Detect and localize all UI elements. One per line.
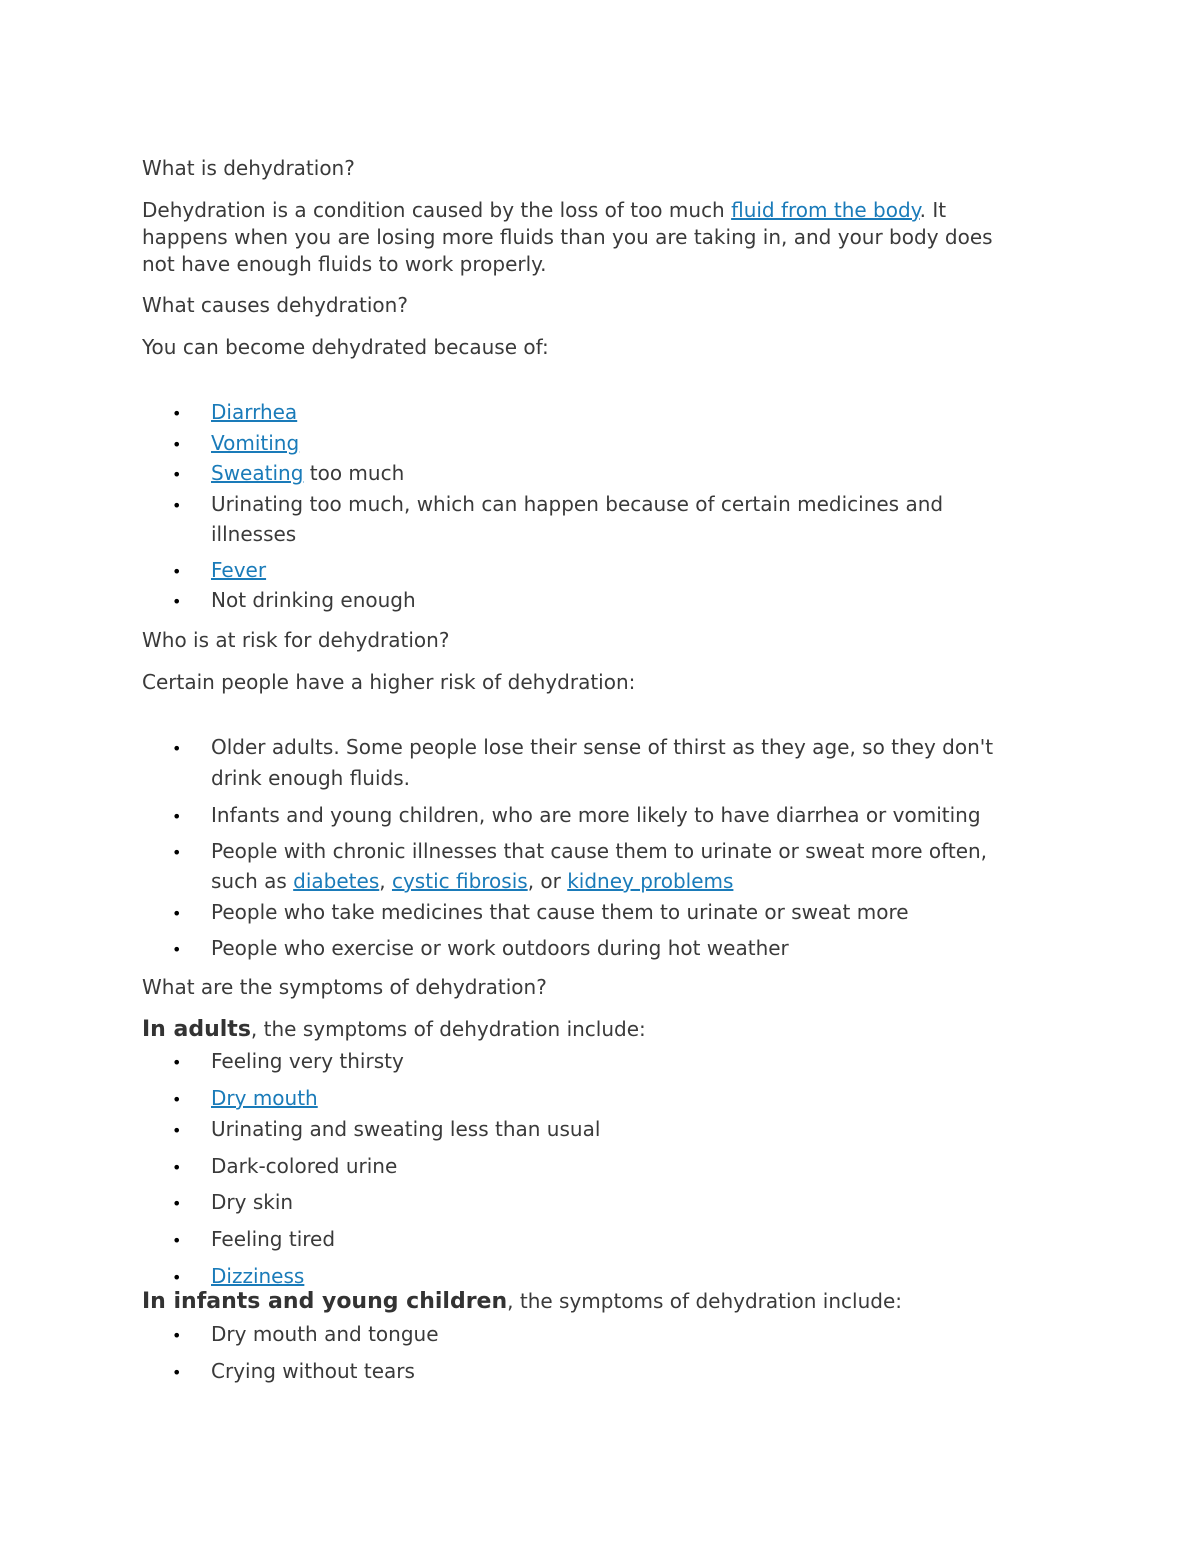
- bullet-icon: •: [172, 1194, 182, 1213]
- text: Older adults. Some people lose their sense of thirst as they age, so they don't: [211, 735, 994, 759]
- text: People with chronic illnesses that cause them to urinate or sweat more often,: [211, 839, 988, 863]
- bullet-icon: •: [172, 1121, 182, 1140]
- list-item: [172, 555, 266, 587]
- link-dry-mouth[interactable]: Dry mouth: [211, 1086, 318, 1110]
- infants-bold-label: In infants and young children: [142, 1289, 508, 1314]
- list-item: [172, 897, 909, 929]
- text: Urinating and sweating less than usual: [211, 1117, 601, 1141]
- link-dizziness[interactable]: Dizziness: [211, 1264, 305, 1288]
- link-kidney-problems[interactable]: kidney problems: [567, 869, 734, 893]
- bullet-icon: •: [172, 940, 182, 959]
- heading-what-is-dehydration: What is dehydration?: [142, 156, 355, 180]
- list-item: [172, 1046, 404, 1078]
- paragraph-definition-line3: not have enough fluids to work properly.: [142, 252, 547, 276]
- text: Not drinking enough: [211, 588, 416, 612]
- heading-symptoms: What are the symptoms of dehydration?: [142, 975, 547, 999]
- text: Dry mouth and tongue: [211, 1322, 439, 1346]
- heading-who-is-at-risk: Who is at risk for dehydration?: [142, 628, 450, 652]
- paragraph-definition-line2: happens when you are losing more fluids than you are taking in, and your body does: [142, 225, 993, 249]
- bullet-icon: •: [172, 1090, 182, 1109]
- link-vomiting[interactable]: Vomiting: [211, 431, 300, 455]
- list-item: [172, 1151, 397, 1183]
- list-item: [172, 489, 943, 521]
- bullet-icon: •: [172, 496, 182, 515]
- list-item-continuation: [211, 866, 733, 896]
- bullet-icon: •: [172, 1053, 182, 1072]
- list-item: [172, 732, 993, 764]
- risk-intro: Certain people have a higher risk of dehydration:: [142, 670, 636, 694]
- bullet-icon: •: [172, 1326, 182, 1345]
- text: Feeling very thirsty: [211, 1049, 404, 1073]
- link-fluid-from-body[interactable]: fluid from the body: [731, 198, 920, 222]
- list-item: [172, 585, 416, 617]
- bullet-icon: •: [172, 1158, 182, 1177]
- infants-intro: [142, 1286, 902, 1317]
- list-item: [172, 800, 981, 832]
- paragraph-definition-line1: [142, 197, 946, 224]
- text: Dark-colored urine: [211, 1154, 398, 1178]
- text: People who take medicines that cause them to urinate or sweat more: [211, 900, 909, 924]
- adults-bold-label: In adults: [142, 1017, 251, 1042]
- link-cystic-fibrosis[interactable]: cystic fibrosis: [391, 869, 528, 893]
- bullet-icon: •: [172, 435, 182, 454]
- bullet-icon: •: [172, 904, 182, 923]
- bullet-icon: •: [172, 1363, 182, 1382]
- list-item: [172, 428, 299, 460]
- list-item: [172, 1187, 293, 1219]
- bullet-icon: •: [172, 404, 182, 423]
- bullet-icon: •: [172, 807, 182, 826]
- list-item: [172, 1224, 335, 1256]
- link-fever[interactable]: Fever: [211, 558, 267, 582]
- link-sweating[interactable]: Sweating: [211, 461, 304, 485]
- list-item: [172, 1356, 415, 1388]
- bullet-icon: •: [172, 843, 182, 862]
- bullet-icon: •: [172, 1268, 182, 1287]
- bullet-icon: •: [172, 562, 182, 581]
- bullet-icon: •: [172, 739, 182, 758]
- bullet-icon: •: [172, 1231, 182, 1250]
- text: , the symptoms of dehydration include:: [507, 1289, 902, 1313]
- text: Dry skin: [211, 1190, 294, 1214]
- list-item: [172, 836, 987, 868]
- text: Urinating too much, which can happen because of certain medicines and: [211, 492, 944, 516]
- text: . It: [919, 198, 947, 222]
- text: Dehydration is a condition caused by the loss of too much: [142, 198, 732, 222]
- text: too much: [303, 461, 405, 485]
- list-item: [172, 1114, 600, 1146]
- link-diarrhea[interactable]: Diarrhea: [211, 400, 298, 424]
- text: such as: [211, 869, 294, 893]
- text: Infants and young children, who are more likely to have diarrhea or vomiting: [211, 803, 981, 827]
- text: People who exercise or work outdoors during hot weather: [211, 936, 789, 960]
- adults-intro: [142, 1014, 646, 1045]
- list-item-continuation: drink enough fluids.: [211, 766, 411, 790]
- text: , or: [527, 869, 568, 893]
- list-item-continuation: illnesses: [211, 522, 297, 546]
- text: , the symptoms of dehydration include:: [250, 1017, 646, 1041]
- bullet-icon: •: [172, 465, 182, 484]
- list-item: [172, 397, 297, 429]
- list-item: [172, 458, 404, 490]
- link-diabetes[interactable]: diabetes: [293, 869, 380, 893]
- text: Crying without tears: [211, 1359, 415, 1383]
- causes-intro: You can become dehydrated because of:: [142, 335, 549, 359]
- bullet-icon: •: [172, 592, 182, 611]
- list-item: [172, 1319, 439, 1351]
- list-item: [172, 1083, 318, 1115]
- text: Feeling tired: [211, 1227, 336, 1251]
- heading-what-causes: What causes dehydration?: [142, 293, 408, 317]
- text: ,: [379, 869, 392, 893]
- list-item: [172, 933, 789, 965]
